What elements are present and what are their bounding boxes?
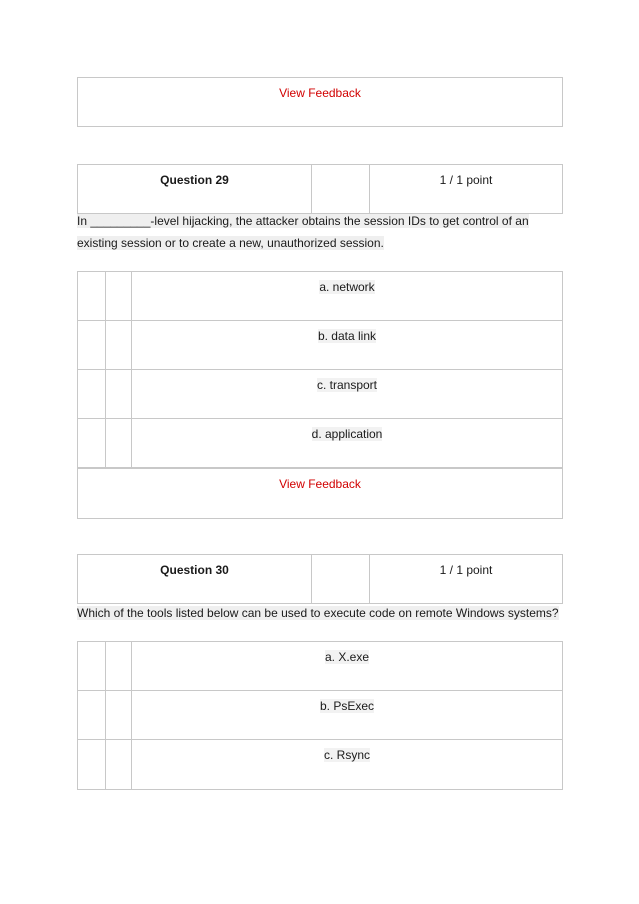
option-mark-cell — [105, 740, 132, 789]
option-label: c. transport — [316, 378, 378, 392]
question-text-line: existing session or to create a new, unauthorized session. — [77, 236, 384, 250]
question-29-text — [77, 210, 563, 254]
empty-cell — [311, 165, 370, 213]
view-feedback-link[interactable]: View Feedback — [279, 477, 361, 491]
question-29-header — [77, 164, 563, 214]
feedback-box — [77, 77, 563, 127]
option-select-cell[interactable] — [78, 419, 106, 467]
option-label: a. X.exe — [324, 650, 370, 664]
option-label: d. application — [311, 427, 383, 441]
answer-option[interactable] — [78, 740, 562, 789]
view-feedback-link[interactable]: View Feedback — [279, 86, 361, 100]
option-label: c. Rsync — [323, 748, 370, 762]
question-title: Question 29 — [160, 173, 229, 187]
question-title: Question 30 — [160, 563, 229, 577]
option-mark-cell — [105, 419, 132, 467]
option-select-cell[interactable] — [78, 321, 106, 369]
option-mark-cell — [105, 691, 132, 739]
question-30-options — [77, 641, 563, 790]
score-text: 1 / 1 point — [439, 563, 493, 577]
question-title-cell — [78, 555, 312, 603]
answer-option[interactable] — [78, 642, 562, 691]
question-title-cell — [78, 165, 312, 213]
score-cell — [370, 165, 562, 213]
question-30-header — [77, 554, 563, 604]
option-select-cell[interactable] — [78, 370, 106, 418]
question-text-line: Which of the tools listed below can be used to execute code on remote Windows systems? — [77, 606, 559, 620]
option-select-cell[interactable] — [78, 691, 106, 739]
option-label: b. data link — [317, 329, 377, 343]
option-mark-cell — [105, 321, 132, 369]
option-select-cell[interactable] — [78, 740, 106, 789]
option-label: b. PsExec — [319, 699, 375, 713]
answer-option[interactable] — [78, 370, 562, 419]
answer-option[interactable] — [78, 321, 562, 370]
question-29-options — [77, 271, 563, 519]
option-select-cell[interactable] — [78, 272, 106, 320]
feedback-row — [78, 468, 562, 518]
option-mark-cell — [105, 370, 132, 418]
answer-option[interactable] — [78, 691, 562, 740]
option-label: a. network — [319, 280, 375, 294]
question-30-text — [77, 602, 563, 624]
option-mark-cell — [105, 272, 132, 320]
answer-option[interactable] — [78, 419, 562, 468]
question-text-line: In _________-level hijacking, the attacker obtains the session IDs to get control of an — [77, 214, 529, 228]
score-cell — [370, 555, 562, 603]
option-mark-cell — [105, 642, 132, 690]
option-select-cell[interactable] — [78, 642, 106, 690]
score-text: 1 / 1 point — [439, 173, 493, 187]
answer-option[interactable] — [78, 272, 562, 321]
empty-cell — [311, 555, 370, 603]
